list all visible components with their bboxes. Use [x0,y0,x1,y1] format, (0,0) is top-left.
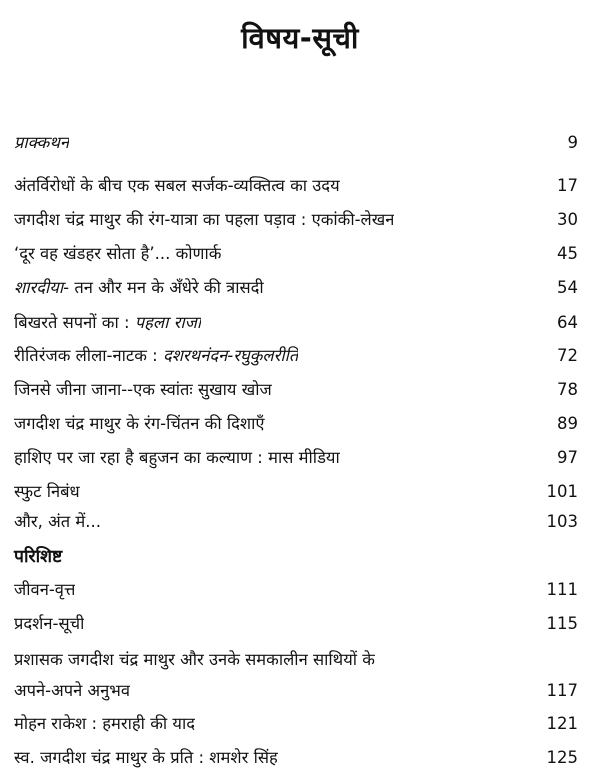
toc-entry-title-part: मोहन राकेश : हमराही की याद [14,714,195,733]
toc-entry-page: 89 [557,414,578,433]
toc-entry-title-part: जगदीश चंद्र माथुर की रंग-यात्रा का पहला पड़ाव : एकांकी-लेखन [14,210,395,229]
toc-entry-title [14,743,278,773]
toc-entry [14,409,578,439]
toc-entry-title-part: अपने-अपने अनुभव [14,681,131,700]
toc-entry-title-part: शारदीया [14,278,64,297]
toc-entry-title-part: रीतिरंजक लीला-नाटक : [14,346,163,365]
toc-entry-title-part: दशरथनंदन-रघुकुलरीति [162,346,299,365]
toc-entry [14,676,578,706]
toc-entry-page: 121 [546,714,578,733]
toc-entry [14,443,578,473]
toc-entry [14,477,578,507]
toc-entry-title-part: जिनसे जीना जाना--एक स्वांतः सुखाय खोज [14,380,272,399]
toc-entry-title-part: प्रदर्शन-सूची [14,614,85,633]
appendix-heading: परिशिष्ट [14,547,63,567]
toc-entry-title [14,645,375,675]
toc-entry-page: 9 [567,133,578,152]
toc-entry [14,205,578,235]
toc-entry-page: 101 [546,482,578,501]
toc-entry-title [14,477,80,507]
toc-entry [14,609,578,639]
toc-entry [14,239,578,269]
toc-entry [14,341,578,371]
toc-entry-title-part: बिखरते सपनों का : [14,313,135,332]
toc-entry-title [14,205,394,235]
toc-entry-page: 125 [546,748,578,767]
toc-entry-title [14,341,298,371]
toc-entry-page: 78 [557,380,578,399]
toc-entry-title [14,409,265,439]
toc-entry [14,273,578,303]
toc-entry [14,743,578,773]
toc-entry-title [14,676,130,706]
toc-entry [14,308,578,338]
toc-entry-title [14,709,195,739]
toc-entry-title [14,128,69,158]
toc-entry-page: 17 [557,176,578,195]
toc-entry-title [14,443,340,473]
toc-entry-title [14,575,75,605]
toc-entry-page: 54 [557,278,578,297]
toc-entry-page: 117 [546,681,578,700]
toc-entry-page: 111 [546,580,578,599]
toc-entry-title-part: स्व. जगदीश चंद्र माथुर के प्रति : शमशेर सिंह [14,748,278,767]
toc-entry-title-part: जीवन-वृत्त [14,580,76,599]
toc-entry [14,128,578,158]
toc-entry-title-part: जगदीश चंद्र माथुर के रंग-चिंतन की दिशाएँ [14,414,265,433]
toc-entry-title [14,609,84,639]
toc-entry-title [14,171,340,201]
toc-entry-title-part: हाशिए पर जा रहा है बहुजन का कल्याण : मास मीडिया [14,448,340,467]
toc-entry-page: 115 [546,614,578,633]
toc-entry-title-part: स्फुट निबंध [14,482,80,501]
toc-entry-title-part: अंतर्विरोधों के बीच एक सबल सर्जक-व्यक्तित्व का उदय [14,176,340,195]
toc-entry [14,375,578,405]
toc-entry-page: 72 [557,346,578,365]
toc-entry-title-part: और, अंत में... [14,512,101,531]
toc-entry-page: 30 [557,210,578,229]
toc-entry-title [14,273,264,303]
toc-entry-title-part: - तन और मन के अँधेरे की त्रासदी [63,278,264,297]
toc-entry-page: 64 [557,313,578,332]
toc-entry [14,575,578,605]
toc-entry-page: 103 [546,512,578,531]
toc-entry-title [14,239,221,269]
toc-entry-title [14,507,101,537]
toc-entry [14,507,578,537]
toc-entry-title [14,308,201,338]
toc-entry [14,709,578,739]
toc-entry-title-part: पहला राजा [134,313,202,332]
toc-entry-title [14,375,272,405]
toc-entry-title-part: ‘दूर वह खंडहर सोता है’... कोणार्क [14,244,222,263]
toc-entry-page: 97 [557,448,578,467]
toc-entry [14,171,578,201]
toc-entry [14,645,578,675]
page-title: विषय-सूची [241,21,359,55]
toc-entry-title-part: प्राक्कथन [14,133,70,152]
toc-entry-page: 45 [557,244,578,263]
toc-entry-title-part: प्रशासक जगदीश चंद्र माथुर और उनके समकालीन साथियों के [14,650,375,669]
